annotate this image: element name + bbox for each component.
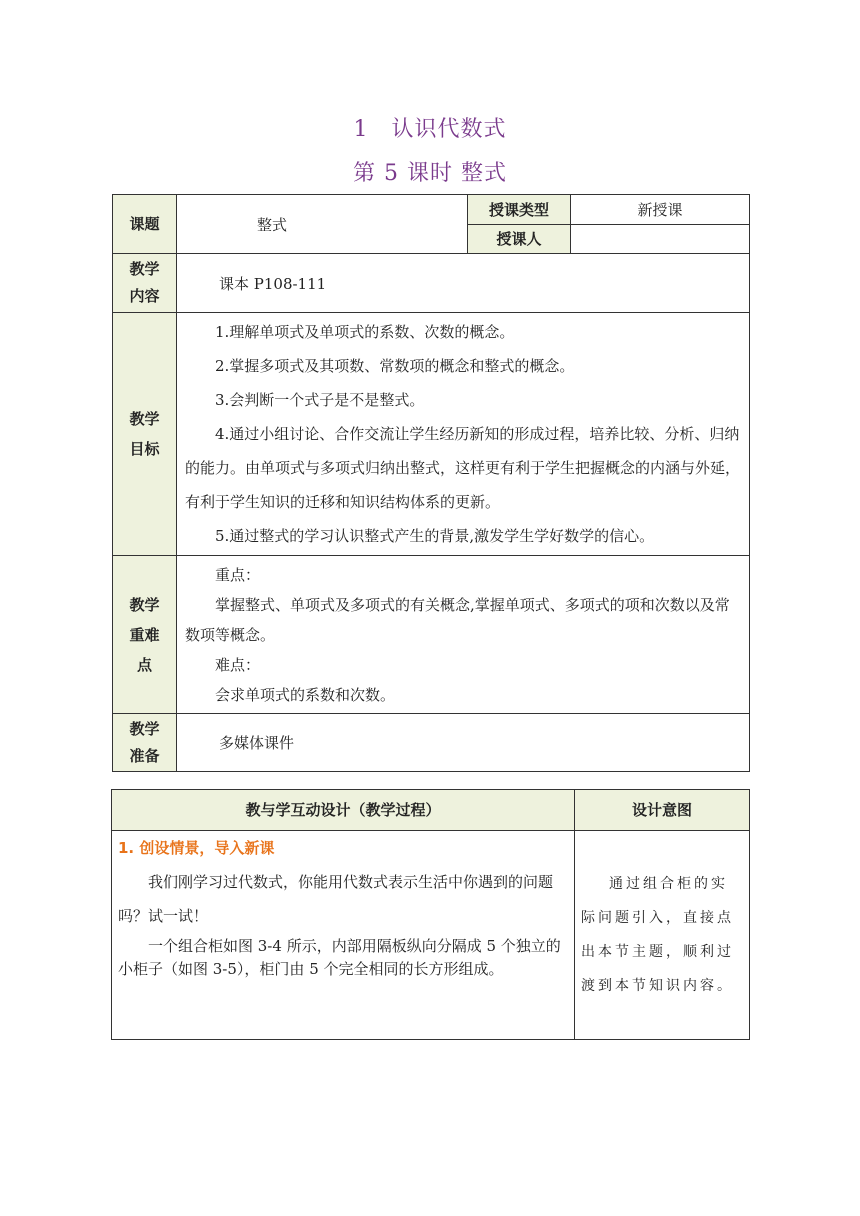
topic-value — [177, 195, 468, 254]
difficult-heading: 难点： — [215, 655, 261, 674]
info-table — [112, 194, 750, 772]
goals-cell — [177, 313, 750, 556]
goal-5: 5.通过整式的学习认识整式产生的背景,激发学生学好数学的信心。 — [215, 527, 655, 545]
prep-value: 多媒体课件 — [177, 714, 750, 772]
key-heading: 重点： — [215, 565, 261, 584]
prep-label — [113, 714, 177, 772]
goals-label-text: 教学目标 — [129, 410, 160, 458]
type-value: 新授课 — [571, 195, 750, 225]
section-title: 1. 创设情景，导入新课 — [118, 839, 275, 857]
teacher-value — [571, 225, 750, 254]
goal-3: 3.会判断一个式子是不是整式。 — [215, 391, 425, 409]
goal-4: 4.通过小组讨论、合作交流让学生经历新知的形成过程，培养比较、分析、归纳的能力。由单项式与多项式归纳出整式，这样更有利于学生把握概念的内涵与外延，有利于学生知识的迁移和知识结构体系的更新。 — [185, 425, 741, 511]
teacher-label: 授课人 — [468, 225, 571, 254]
keypoints-label-text: 教学重难点 — [129, 595, 160, 674]
content-label — [113, 254, 177, 313]
cabinet-paragraph: 一个组合柜如图 3-4 所示，内部用隔板纵向分隔成 5 个独立的小柜子（如图 3-5），柜门由 5 个完全相同的长方形组成。 — [118, 937, 561, 978]
keypoints-cell — [177, 556, 750, 714]
content-label-text: 教学内容 — [129, 260, 160, 305]
goals-label — [113, 313, 177, 556]
process-cell — [112, 831, 575, 1040]
key-text: 掌握整式、单项式及多项式的有关概念,掌握单项式、多项式的项和次数以及常数项等概念。 — [185, 595, 730, 644]
topic-value-text: 整式 — [256, 215, 287, 234]
intent-cell — [575, 831, 750, 1040]
content-value: 课本 P108-111 — [177, 254, 750, 313]
keypoints-label — [113, 556, 177, 714]
page-title: 1 认识代数式 — [353, 117, 507, 142]
difficult-text: 会求单项式的系数和次数。 — [215, 685, 396, 704]
process-header: 教与学互动设计（教学过程） — [112, 790, 575, 831]
intent-text: 通过组合柜的实际问题引入，直接点出本节主题，顺利过渡到本节知识内容。 — [581, 876, 734, 994]
intro-paragraph: 我们刚学习过代数式，你能用代数式表示生活中你遇到的问题吗？试一试！ — [118, 873, 554, 925]
process-table — [111, 789, 750, 1040]
goal-1: 1.理解单项式及单项式的系数、次数的概念。 — [215, 323, 515, 341]
goal-2: 2.掌握多项式及其项数、常数项的概念和整式的概念。 — [215, 357, 575, 375]
page-subtitle: 第 5 课时 整式 — [353, 161, 507, 186]
type-label: 授课类型 — [468, 195, 571, 225]
topic-label: 课题 — [113, 195, 177, 254]
intent-header: 设计意图 — [575, 790, 750, 831]
prep-label-text: 教学准备 — [129, 719, 160, 765]
